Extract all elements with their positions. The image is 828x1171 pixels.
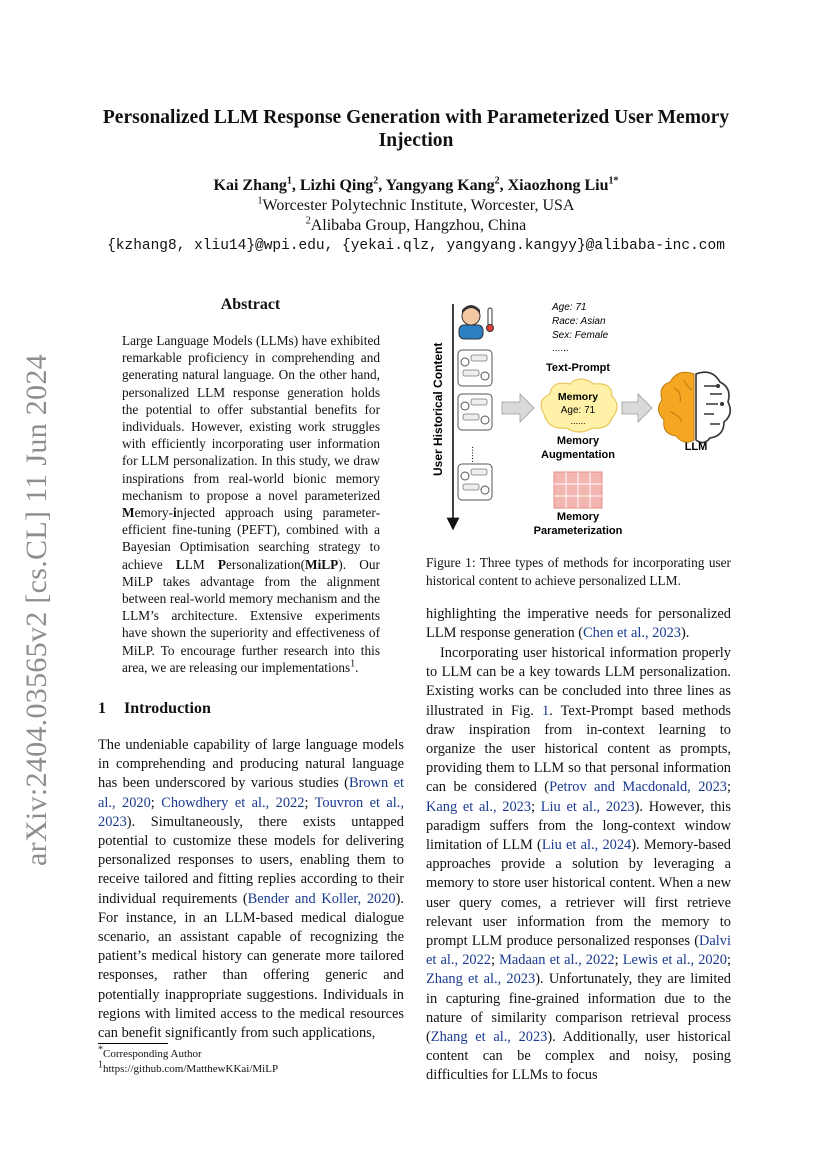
abstract-bold-i: i [172,505,177,521]
intro-left-paragraph [98,736,404,1043]
intro-right-p2a: Incorporating user historical information properly to LLM can be a key towards LLM personalization. Existing works can be concluded into three lines as illustrated in Fig. [426,645,731,719]
intro-right-p2b: . Text-Prompt based methods draw inspiration from in-context learning to organize the user historical content as prompts, providing them to LLM so that personal information can be considered ( [426,702,731,796]
footnote-2-mark: 1 [98,1059,103,1071]
footnote-1-mark: * [98,1044,103,1056]
figure-1 [426,296,736,546]
abstract-text-t1: emory- [134,505,173,521]
memory-ellipsis: ...... [570,416,586,426]
footnote-1-text: Corresponding Author [103,1048,202,1060]
abstract-text-t3: LM [184,556,218,572]
abstract-text-b: ). Our MiLP takes advantage from the alignment between real-world memory mechanism and the LLM’s architecture. Extensive experiments have shown the superiority and effectiveness of MiLP. To encourage further research into this area, we are releasing our implementations [122,556,380,675]
citation-link[interactable]: Zhang et al., 2023 [430,1029,548,1046]
intro-right-p2c: ). However, this paradigm suffers from the long-context window limitation of LLM ( [426,798,731,854]
citation-link[interactable]: Zhang et al., 2023 [426,971,536,988]
profile-sex: Sex: Female [552,330,609,341]
abstract-bold-milp: MiLP [305,556,339,572]
affiliation-1-text: Worcester Polytechnic Institute, Worcester, USA [262,197,575,214]
memory-augmentation-label-2: Augmentation [541,449,615,461]
abstract-footnote-mark[interactable]: 1 [350,658,356,670]
chat-history-icon [458,394,492,430]
citation-link[interactable]: Liu et al., 2024 [541,837,632,854]
llm-label: LLM [684,441,708,453]
intro-right-p2f: ). Additionally, user historical content can be complex and noisy, posing difficulties for LLMs to focus [426,1029,731,1084]
user-avatar-icon [459,305,494,339]
author-block [96,176,736,256]
profile-text [551,302,609,354]
title-line-2: Injection [378,130,454,151]
affiliation-2 [96,216,736,236]
citation-link[interactable]: Liu et al., 2023 [540,798,635,815]
citation-separator: ; [727,779,731,796]
profile-age: Age: 71 [552,302,587,313]
citation-link[interactable]: Brown et al., 2020 [98,775,404,811]
author-names: Kai Zhang$^1$, Lizhi Qing$^2$, Yangyang Kang$^2$, Xiaozhong Liu$^{1*}$ [213,175,619,194]
abstract-bold-m: M [122,505,135,521]
footnote-2 [98,1059,404,1076]
affiliation-1-mark: 1 [257,195,263,207]
arxiv-stamp [12,354,62,866]
footnote-rule [98,1043,168,1044]
paper-title [96,106,736,152]
abstract-bold-l: L [175,556,185,572]
author-4: Xiaozhong Liu [507,177,609,194]
arrow-right-icon [502,394,534,422]
arxiv-stamp-text: arXiv:2404.03565v2 [cs.CL] 11 Jun 2024 [20,354,53,866]
intro-right-p2e: ). Unfortunately, they are limited in capturing fine-grained information due to the nature of similarity comparison retrieval process ( [426,971,731,1046]
abstract-body [122,332,380,676]
citation-link[interactable]: Chen et al., 2023 [583,625,681,642]
affiliation-2-mark: 2 [305,215,311,227]
figure-ref-link[interactable]: 1 [541,702,550,719]
intro-left-s2: ). Simultaneously, there exists untapped potential to customize these models for delivering personalized responses to users, enabling them to receive tailored and fitting replies according to their individual requirements ( [98,813,404,907]
intro-left-s3: ). For instance, in an LLM-based medical dialogue scenario, an assistant capable of recognizing the patient’s medical history can generate more tailored responses, rather than offering generic and potentially inappropriate suggestions. Individuals in regions with limited access to the medical resources can benefit significantly from such applications, [98,890,405,1042]
text-prompt-label: Text-Prompt [546,362,610,374]
chat-history-icon [458,464,492,500]
profile-ellipsis: ...... [552,343,569,354]
citation-separator: ; [727,952,731,969]
parameter-grid-icon [554,472,602,508]
figure-1-caption: Figure 1: Three types of methods for incorporating user historical content to achieve personalized LLM. [426,555,731,588]
intro-right-p1b: ). [680,625,690,642]
axis-label: User Historical Content [431,342,445,476]
abstract-heading: Abstract [220,296,281,313]
memory-augmentation-label-1: Memory [556,435,600,447]
intro-right-paragraph-1 [426,605,731,643]
citation-separator: ; [304,794,315,811]
abstract-text-t4: ersonalization( [226,556,306,572]
citation-link[interactable]: Touvron et al., 2023 [98,794,404,830]
citation-link[interactable]: Lewis et al., 2020 [622,952,727,969]
citation-separator: ; [531,798,541,815]
brain-icon [658,372,730,442]
affiliation-1 [96,196,736,216]
arrow-right-icon [622,394,652,422]
abstract-text-a: Large Language Models (LLMs) have exhibited remarkable proficiency in comprehending and generating natural language. On the other hand, personalized LLM response generation holds the potential to offer substantial benefits for individuals. However, existing work struggles with efficiently incorporating user information for LLM personalization. In this study, we draw inspirations from real-world bionic memory mechanism to propose a novel parameterized [122,333,380,503]
author-3-affil: 2 [494,175,500,187]
citation-separator: ; [491,952,500,969]
intro-left-s1: The undeniable capability of large language models in comprehending and producing natural language has been underscored by various studies ( [98,737,404,792]
footnote-2-link[interactable]: https://github.com/MatthewKKai/MiLP [103,1063,279,1075]
author-1-affil: 1 [286,175,292,187]
citation-link[interactable]: Dalvi et al., 2022 [426,933,731,969]
author-2: Lizhi Qing [299,177,374,194]
title-line-1: Personalized LLM Response Generation with Parameterized User Memory [102,107,730,128]
intro-right-p1a: highlighting the imperative needs for personalized LLM response generation ( [426,606,731,642]
section-heading-introduction [98,700,211,718]
profile-race: Race: Asian [552,316,606,327]
citation-separator: ; [614,952,623,969]
citation-separator: ; [150,794,162,811]
memory-age: Age: 71 [560,405,596,416]
author-3: Yangyang Kang [385,177,495,194]
abstract-end: . [355,659,359,675]
citation-link[interactable]: Kang et al., 2023 [426,798,532,815]
author-emails: {kzhang8, xliu14}@wpi.edu, {yekai.qlz, yangyang.kangyy}@alibaba-inc.com [107,238,725,254]
author-1: Kai Zhang [213,177,287,194]
section-number: 1 [98,700,106,717]
section-title: Introduction [124,700,211,717]
intro-right-paragraph-2 [426,644,731,1086]
citation-link[interactable]: Madaan et al., 2022 [499,952,615,969]
citation-link[interactable]: Bender and Koller, 2020 [247,890,396,907]
author-2-affil: 2 [373,175,379,187]
footnote-1 [98,1044,404,1061]
abstract-bold-p: P [217,556,227,572]
memory-param-label-1: Memory [556,511,600,523]
memory-title: Memory [557,391,599,403]
history-ellipsis: ...... [469,446,480,463]
memory-param-label-2: Parameterization [533,525,623,537]
author-4-affil: 1* [608,175,619,187]
citation-link[interactable]: Chowdhery et al., 2022 [161,794,305,811]
chat-history-icon [458,350,492,386]
abstract-text-t2: njected approach using parameter-efficient fine-tuning (PEFT), combined with a Bayesian Optimisation searching strategy to achieve [122,505,380,572]
affiliation-2-text: Alibaba Group, Hangzhou, China [310,217,527,234]
citation-link[interactable]: Petrov and Macdonald, 2023 [549,779,727,796]
intro-right-p2d: ). Memory-based approaches provide a solution by leveraging a memory to store user historical content. When a new user query comes, a retriever will first retrieve relevant user information from the memory to prompt LLM produce personalized responses ( [426,837,731,950]
